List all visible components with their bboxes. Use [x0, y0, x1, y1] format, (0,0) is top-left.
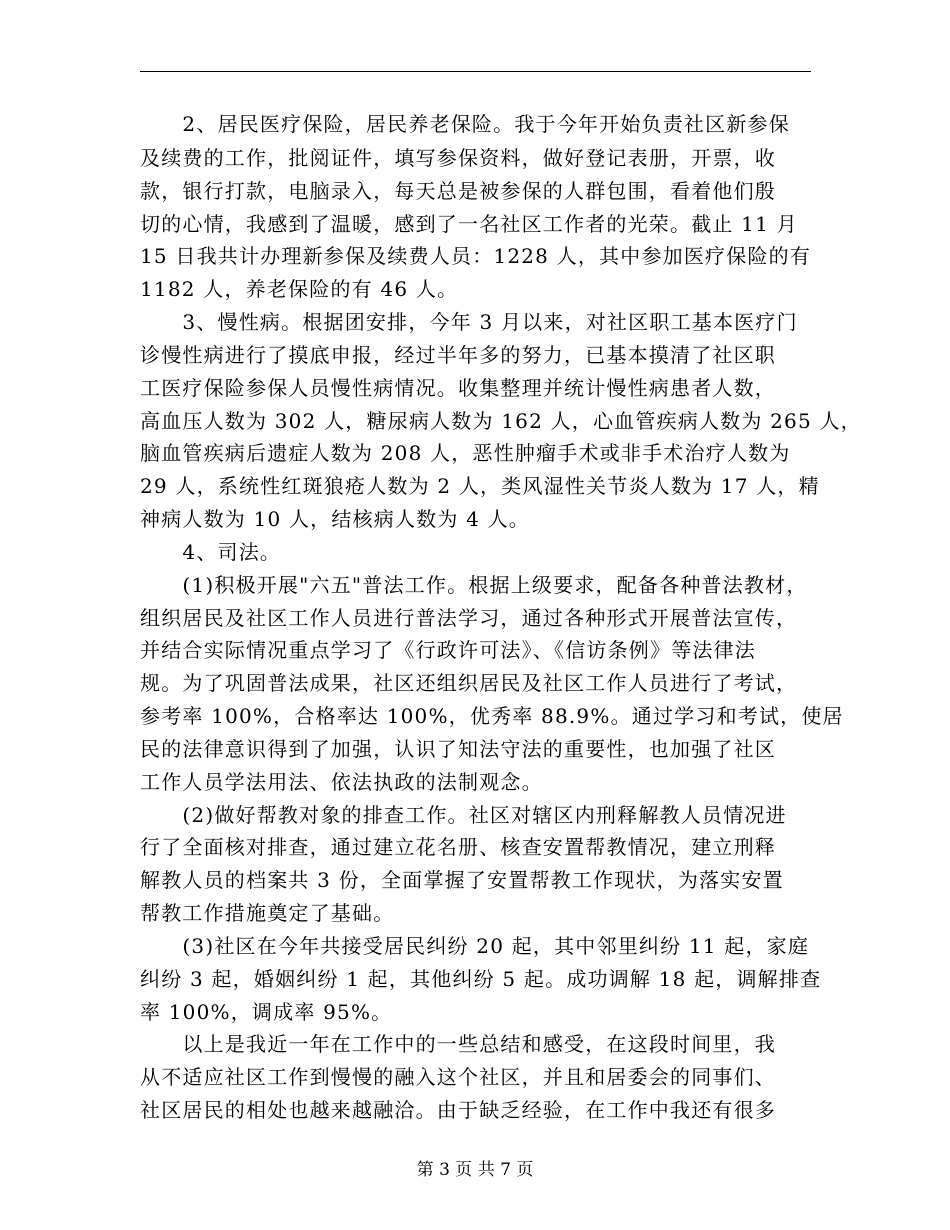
text-line: 纠纷 3 起，婚姻纠纷 1 起，其他纠纷 5 起。成功调解 18 起，调解排查	[140, 967, 822, 991]
text-line: 诊慢性病进行了摸底申报，经过半年多的努力，已基本摸清了社区职	[140, 343, 776, 367]
text-line: (3)社区在今年共接受居民纠纷 20 起，其中邻里纠纷 11 起，家庭	[140, 934, 810, 958]
header-rule	[140, 71, 811, 72]
text-line: 解教人员的档案共 3 份，全面掌握了安置帮教工作现状，为落实安置	[140, 868, 784, 892]
text-line: 高血压人数为 302 人，糖尿病人数为 162 人，心血管疾病人数为 265 人，	[140, 409, 862, 433]
text-line: 从不适应社区工作到慢慢的融入这个社区，并且和居委会的同事们、	[140, 1065, 776, 1089]
text-line: (1)积极开展"六五"普法工作。根据上级要求，配备各种普法教材，	[140, 573, 808, 597]
text-line: 行了全面核对排查，通过建立花名册、核查安置帮教情况，建立刑释	[140, 835, 776, 859]
text-line: 1182 人，养老保险的有 46 人。	[140, 277, 459, 301]
text-line: 神病人数为 10 人，结核病人数为 4 人。	[140, 507, 531, 531]
text-line: 参考率 100%，合格率达 100%，优秀率 88.9%。通过学习和考试，使居	[140, 704, 844, 728]
text-line: 脑血管疾病后遗症人数为 208 人，恶性肿瘤手术或非手术治疗人数为	[140, 441, 791, 465]
text-line: 2、居民医疗保险，居民养老保险。我于今年开始负责社区新参保	[140, 112, 790, 136]
text-line: 3、慢性病。根据团安排，今年 3 月以来，对社区职工基本医疗门	[140, 310, 798, 334]
text-line: 民的法律意识得到了加强，认识了知法守法的重要性，也加强了社区	[140, 737, 776, 761]
text-line: 15 日我共计办理新参保及续费人员：1228 人，其中参加医疗保险的有	[140, 244, 812, 268]
text-line: 以上是我近一年在工作中的一些总结和感受，在这段时间里，我	[140, 1032, 776, 1056]
text-line: 及续费的工作，批阅证件，填写参保资料，做好登记表册，开票，收	[140, 146, 776, 170]
text-line: 规。为了巩固普法成果，社区还组织居民及社区工作人员进行了考试，	[140, 671, 798, 695]
text-line: 组织居民及社区工作人员进行普法学习，通过各种形式开展普法宣传，	[140, 606, 798, 630]
text-line: 率 100%，调成率 95%。	[140, 1000, 393, 1024]
text-line: 29 人，系统性红斑狼疮人数为 2 人，类风湿性关节炎人数为 17 人，精	[140, 474, 820, 498]
text-line: 帮教工作措施奠定了基础。	[140, 901, 395, 925]
text-line: 并结合实际情况重点学习了《行政许可法》、《信访条例》等法律法	[140, 638, 756, 662]
text-line: (2)做好帮教对象的排查工作。社区对辖区内刑释解教人员情况进	[140, 803, 787, 827]
text-line: 4、司法。	[140, 540, 282, 564]
text-line: 工医疗保险参保人员慢性病情况。收集整理并统计慢性病患者人数，	[140, 376, 776, 400]
text-line: 切的心情，我感到了温暖，感到了一名社区工作者的光荣。截止 11 月	[140, 212, 798, 236]
text-line: 款，银行打款，电脑录入，每天总是被参保的人群包围，看着他们殷	[140, 179, 776, 203]
text-line: 社区居民的相处也越来越融洽。由于缺乏经验，在工作中我还有很多	[140, 1098, 776, 1122]
page-number: 第 3 页 共 7 页	[416, 1160, 534, 1180]
text-line: 工作人员学法用法、依法执政的法制观念。	[140, 770, 543, 794]
